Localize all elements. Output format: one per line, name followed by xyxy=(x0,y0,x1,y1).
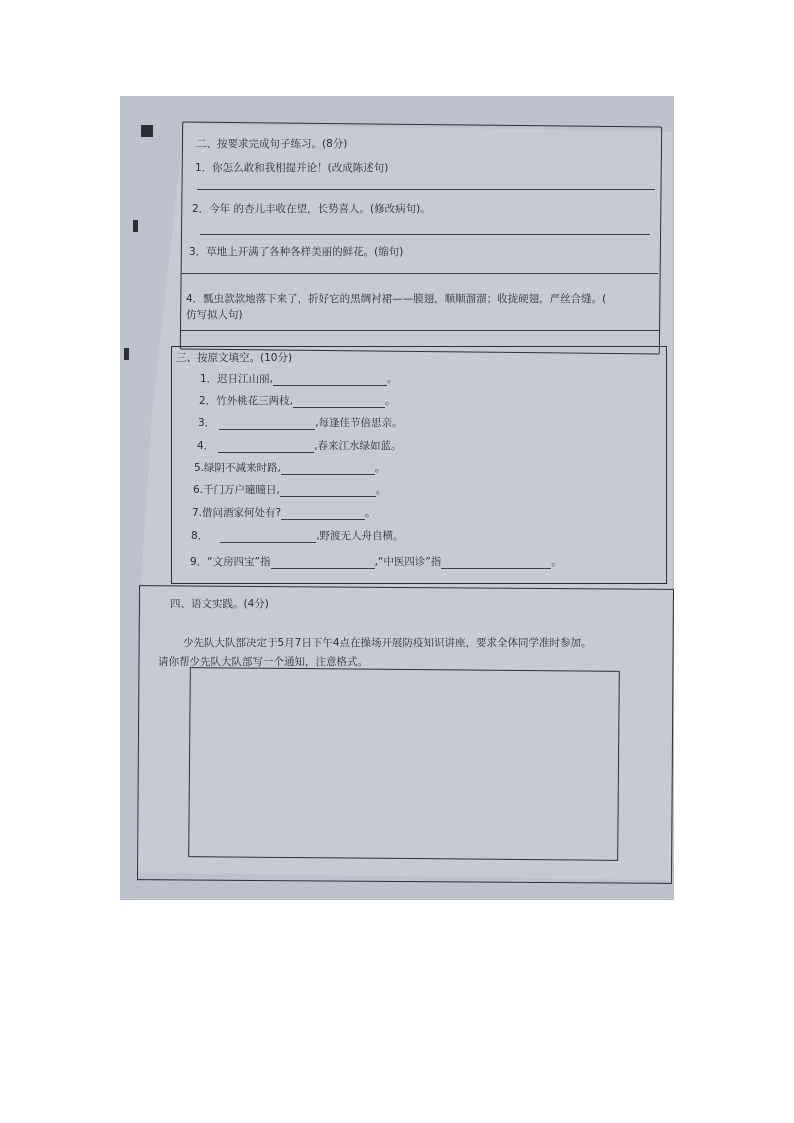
fill-item-9-pre: 9．“文房四宝”指 xyxy=(190,556,271,568)
section4-paragraph-2: 请你帮少先队大队部写一个通知，注意格式。 xyxy=(158,656,368,668)
fill-item-9-post: 。 xyxy=(551,556,562,568)
fill-item-8-pre: 8． xyxy=(191,530,209,542)
fill-item-5-pre: 5.绿阴不减来时路, xyxy=(194,462,281,474)
section2-item-2: 2．今年 的杏儿丰收在望，长势喜人。(修改病句)。 xyxy=(192,203,431,215)
answer-line-3[interactable] xyxy=(182,273,658,274)
fill-item-1-post: 。 xyxy=(387,373,398,385)
fill-item-4-post: ,春来江水绿如蓝。 xyxy=(314,440,402,452)
fill-item-9-mid: ,“中医四诊”指 xyxy=(374,556,442,568)
section2-item-4-cont: 仿写拟人句) xyxy=(186,309,243,321)
fill-item-1 xyxy=(200,372,398,386)
fill-blank-9a[interactable] xyxy=(271,556,375,569)
fill-item-2 xyxy=(199,394,396,408)
registration-mark xyxy=(141,125,153,137)
fill-blank-5[interactable] xyxy=(281,462,375,475)
answer-line-1[interactable] xyxy=(197,189,655,190)
section2-box xyxy=(180,121,662,354)
answer-line-4[interactable] xyxy=(180,330,660,331)
fill-item-8-post: ,野渡无人舟自横。 xyxy=(316,530,404,542)
fill-item-4 xyxy=(197,439,402,453)
fill-item-6 xyxy=(193,483,386,497)
fill-item-4-pre: 4． xyxy=(197,440,215,452)
fill-item-6-pre: 6.千门万户曈曈日, xyxy=(193,484,280,496)
fill-blank-2[interactable] xyxy=(293,395,385,408)
section2-item-4: 4．瓢虫款款地落下来了，折好它的黑绸衬裙——膜翅，顺顺溜溜；收拢硬翅，严丝合缝。( xyxy=(186,293,607,305)
fill-item-6-post: 。 xyxy=(375,484,387,496)
fill-blank-7[interactable] xyxy=(281,507,365,520)
section2-heading: 二、按要求完成句子练习。(8分) xyxy=(196,138,348,150)
fill-item-1-pre: 1．迟日江山丽, xyxy=(200,373,274,385)
fill-item-7 xyxy=(192,506,376,520)
section3-heading: 三、按原文填空。(10分) xyxy=(176,352,293,364)
answer-line-2[interactable] xyxy=(200,234,650,235)
fill-item-2-pre: 2．竹外桃花三两枝, xyxy=(199,395,294,407)
fill-item-8 xyxy=(191,529,404,543)
fill-blank-1[interactable] xyxy=(273,373,387,386)
section4-paragraph-1: 少先队大队部决定于5月7日下午4点在操场开展防疫知识讲座，要求全体同学准时参加。 xyxy=(183,637,592,649)
fill-blank-9b[interactable] xyxy=(441,556,551,569)
fill-item-7-pre: 7.借问酒家何处有? xyxy=(192,507,282,519)
fill-item-3-post: ,每逢佳节倍思亲。 xyxy=(315,417,403,429)
registration-mark xyxy=(124,348,129,360)
fill-item-5-post: 。 xyxy=(374,462,386,474)
registration-mark xyxy=(133,220,138,232)
section4-heading: 四、语文实践。(4分) xyxy=(170,598,269,610)
notice-writing-area[interactable] xyxy=(188,667,620,861)
fill-blank-8[interactable] xyxy=(220,530,316,543)
section2-item-1: 1．你怎么敢和我相提并论！(改成陈述句) xyxy=(195,162,389,174)
fill-item-7-post: 。 xyxy=(365,507,376,519)
section2-item-3: 3．草地上开满了各种各样美丽的鲜花。(缩句) xyxy=(189,246,404,258)
fill-blank-3[interactable] xyxy=(219,417,315,430)
fill-item-3-pre: 3． xyxy=(198,417,216,429)
fill-blank-6[interactable] xyxy=(280,484,376,497)
fill-item-5 xyxy=(194,461,385,475)
fill-item-9 xyxy=(190,555,562,569)
fill-item-2-post: 。 xyxy=(385,395,396,407)
fill-blank-4[interactable] xyxy=(218,440,314,453)
fill-item-3 xyxy=(198,416,403,430)
